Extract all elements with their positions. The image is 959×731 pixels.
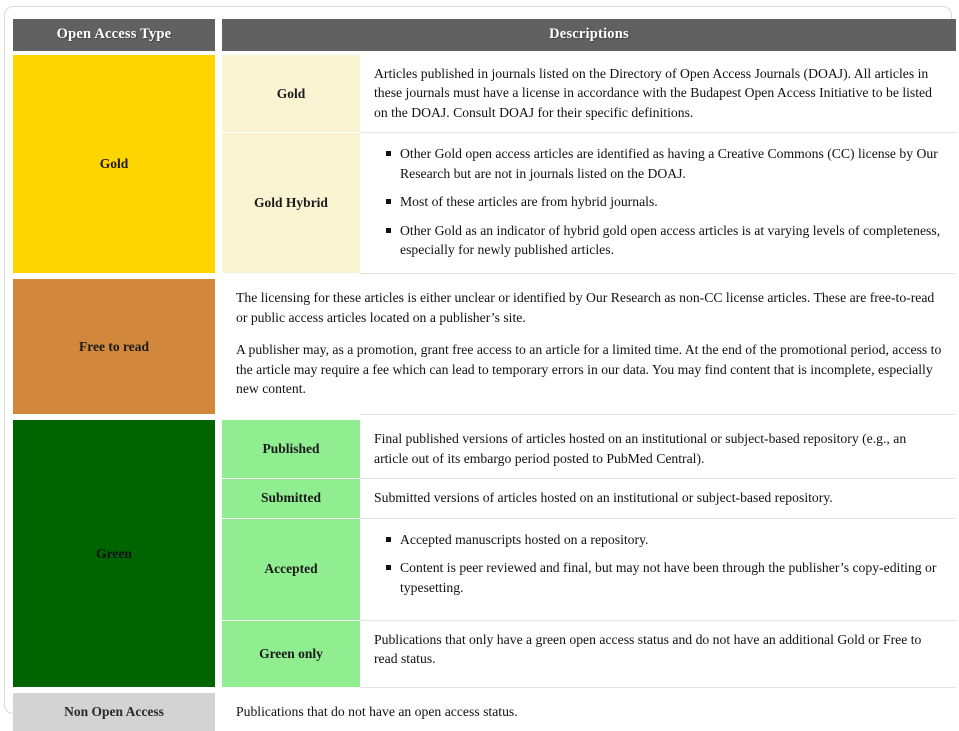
subtype-cell-published: Published [222,420,360,478]
list-item: Content is peer reviewed and final, but may not have been through the publisher’s copy-editing or typesetting. [400,558,942,597]
table-row [13,55,956,132]
description-cell-non-open-access [222,693,956,731]
subtype-cell-accepted: Accepted [222,519,360,620]
bullet-list [374,530,942,597]
description-paragraph: A publisher may, as a promotion, grant free access to an article for a limited time. At the end of the promotional period, access to the article may require a fee which can lead to temporary errors in our data. You may find content that is incomplete, especially new content. [236,342,942,397]
header-gap [215,19,222,51]
category-cell-free-to-read: Free to read [13,279,215,414]
description-cell-free-to-read [222,279,956,414]
open-access-types-table [13,19,956,731]
column-gap [215,420,222,686]
table-row [13,693,956,731]
list-item: Other Gold open access articles are identified as having a Creative Commons (CC) license by Our Research but are not in journals listed on the DOAJ. [400,144,942,183]
list-item: Most of these articles are from hybrid journals. [400,192,942,211]
header-open-access-type: Open Access Type [13,19,215,51]
description-cell-accepted [360,519,956,620]
header-descriptions: Descriptions [222,19,956,51]
column-gap [215,55,222,273]
list-item: Accepted manuscripts hosted on a repository. [400,530,942,549]
bullet-list [374,144,942,259]
description-cell-green-only [360,621,956,687]
table-row [13,420,956,478]
description-paragraph: Submitted versions of articles hosted on an institutional or subject-based repository. [374,490,833,506]
description-cell-gold [360,55,956,132]
subtype-cell-green-only: Green only [222,621,360,687]
description-paragraph: Publications that only have a green open access status and do not have an additional Gold or Free to read status. [374,631,922,667]
subtype-cell-gold-hybrid: Gold Hybrid [222,133,360,273]
category-cell-non-open-access: Non Open Access [13,693,215,731]
subtype-cell-submitted: Submitted [222,479,360,517]
description-paragraph: The licensing for these articles is either unclear or identified by Our Research as non-CC license articles. These are free-to-read or public access articles located on a publisher’s site. [236,290,935,325]
description-cell-gold-hybrid [360,133,956,273]
table-header-row [13,19,956,51]
description-cell-submitted [360,479,956,517]
description-paragraph: Final published versions of articles hosted on an institutional or subject-based repository (e.g., an article out of its embargo period posted to PubMed Central). [374,431,907,466]
description-cell-published [360,420,956,478]
subtype-cell-gold: Gold [222,55,360,132]
category-cell-green: Green [13,420,215,686]
column-gap [215,279,222,414]
table-container [4,6,952,719]
description-paragraph: Articles published in journals listed on the Directory of Open Access Journals (DOAJ). All articles in these journals must have a license in accordance with the Budapest Open Access Initiative to be listed on the DOAJ. Consult DOAJ for their specific definitions. [374,66,932,120]
description-paragraph: Publications that do not have an open access status. [236,703,518,719]
column-gap [215,693,222,731]
table-row [13,279,956,414]
list-item: Other Gold as an indicator of hybrid gold open access articles is at varying levels of completeness, especially for newly published articles. [400,221,942,260]
category-cell-gold: Gold [13,55,215,273]
